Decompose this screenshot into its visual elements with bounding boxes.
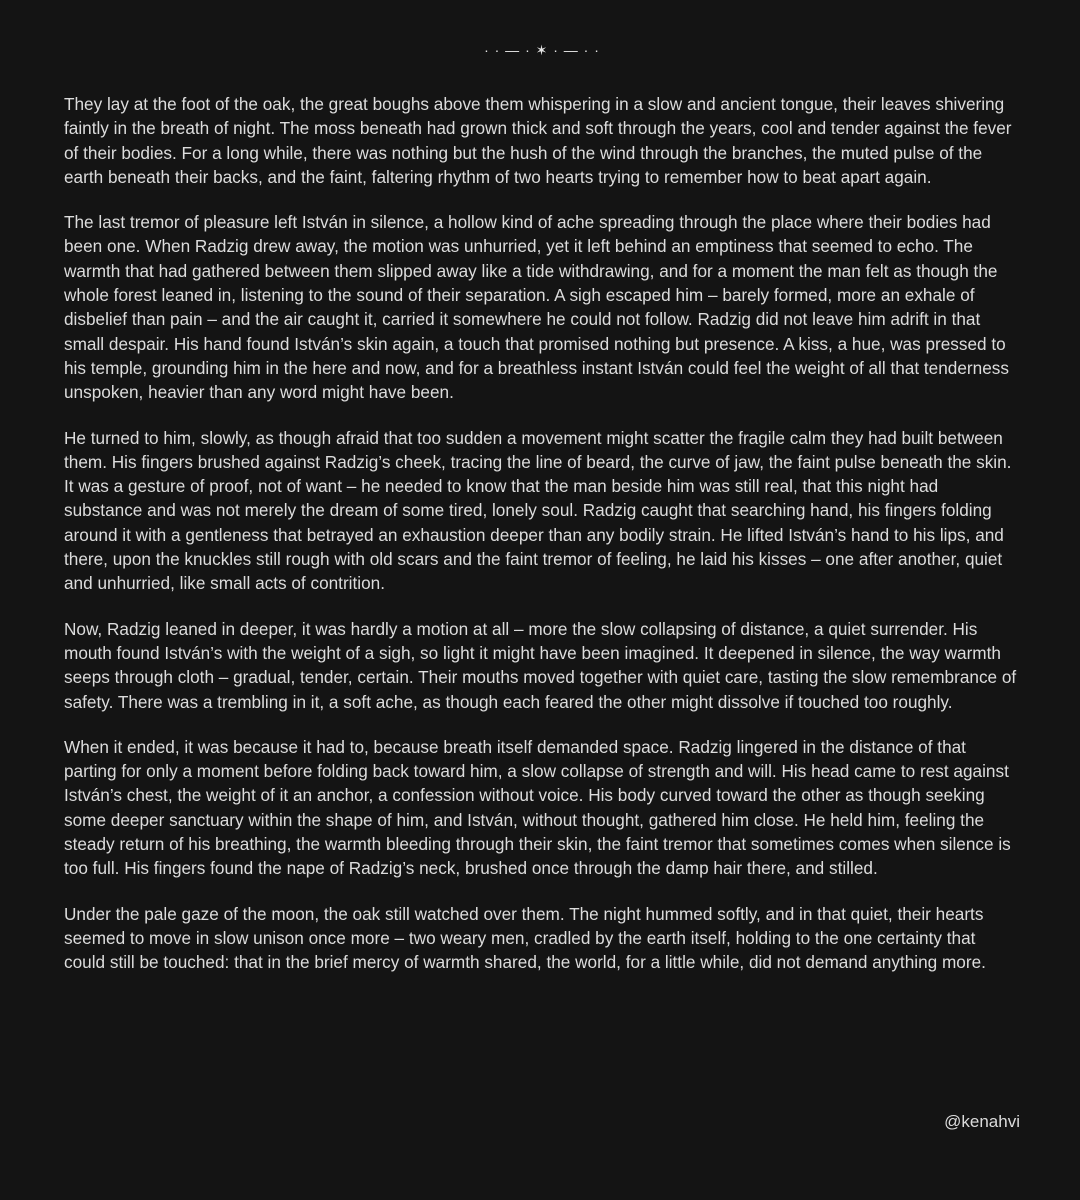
paragraph-2: The last tremor of pleasure left István in silence, a hollow kind of ache spreading through the place where their bodies had been one. When Radzig drew away, the motion was unhurried, yet it left behind an emptiness that seemed to echo. The warmth that had gathered between them slipped away like a tide withdrawing, and for a moment the man felt as though the whole forest leaned in, listening to the sound of their separation. A sigh escaped him – barely formed, more an exhale of disbelief than pain – and the air caught it, carried it somewhere he could not follow. Radzig did not leave him adrift in that small despair. His hand found István’s skin again, a touch that promised nothing but presence. A kiss, a hue, was pressed to his temple, grounding him in the here and now, and for a breathless instant István could feel the weight of all that tenderness unspoken, heavier than any word might have been. — [64, 212, 1009, 403]
paragraph-1: They lay at the foot of the oak, the great boughs above them whispering in a slow and ancient tongue, their leaves shivering faintly in the breath of night. The moss beneath had grown thick and soft through the years, cool and tender against the fever of their bodies. For a long while, there was nothing but the hush of the wind through the branches, the muted pulse of the earth beneath their backs, and the faint, faltering rhythm of two hearts trying to remember how to beat apart again. — [64, 94, 1012, 187]
story-page — [64, 0, 1020, 1200]
paragraph-5: When it ended, it was because it had to, because breath itself demanded space. Radzig lingered in the distance of that parting for only a moment before folding back toward him, a slow collapse of strength and will. His head came to rest against István’s chest, the weight of it an anchor, a confession without voice. His body curved toward the other as though seeking some deeper sanctuary within the shape of him, and István, without thought, gathered him close. He held him, feeling the steady return of his breathing, the warmth bleeding through their skin, the faint tremor that sometimes comes when silence is too full. His fingers found the nape of Radzig’s neck, brushed once through the damp hair there, and stilled. — [64, 736, 1011, 879]
story-body — [64, 92, 1020, 996]
paragraph-4: Now, Radzig leaned in deeper, it was hardly a motion at all – more the slow collapsing of distance, a quiet surrender. His mouth found István’s with the weight of a sigh, so light it might have been imagined. It deepened in silence, the way warmth seeps through cloth – gradual, tender, certain. Their mouths moved together with quiet care, tasting the slow remembrance of safety. There was a trembling in it, a soft ache, as though each feared the other might dissolve if touched too roughly. — [64, 618, 1017, 712]
paragraph-6: Under the pale gaze of the moon, the oak still watched over them. The night hummed softly, and in that quiet, their hearts seemed to move in slow unison once more – two weary men, cradled by the earth itself, holding to the one certainty that could still be touched: that in the brief mercy of warmth shared, the world, for a little while, did not demand anything more. — [64, 903, 986, 973]
ornamental-divider: · · — · ✶ · — · · — [484, 42, 600, 58]
author-signature: @kenahvi — [944, 1112, 1020, 1131]
paragraph-3: He turned to him, slowly, as though afraid that too sudden a movement might scatter the fragile calm they had built between them. His fingers brushed against Radzig’s cheek, tracing the line of beard, the curve of jaw, the faint pulse beneath the skin. It was a gesture of proof, not of want – he needed to know that the man beside him was still real, that this night had substance and was not merely the dream of some tired, lonely soul. Radzig caught that searching hand, his fingers folding around it with a gentleness that betrayed an exhaustion deeper than any bodily strain. He lifted István’s hand to his lips, and there, upon the knuckles still rough with old scars and the faint tremor of feeling, he laid his kisses – one after another, quiet and unhurried, like small acts of contrition. — [64, 427, 1012, 594]
